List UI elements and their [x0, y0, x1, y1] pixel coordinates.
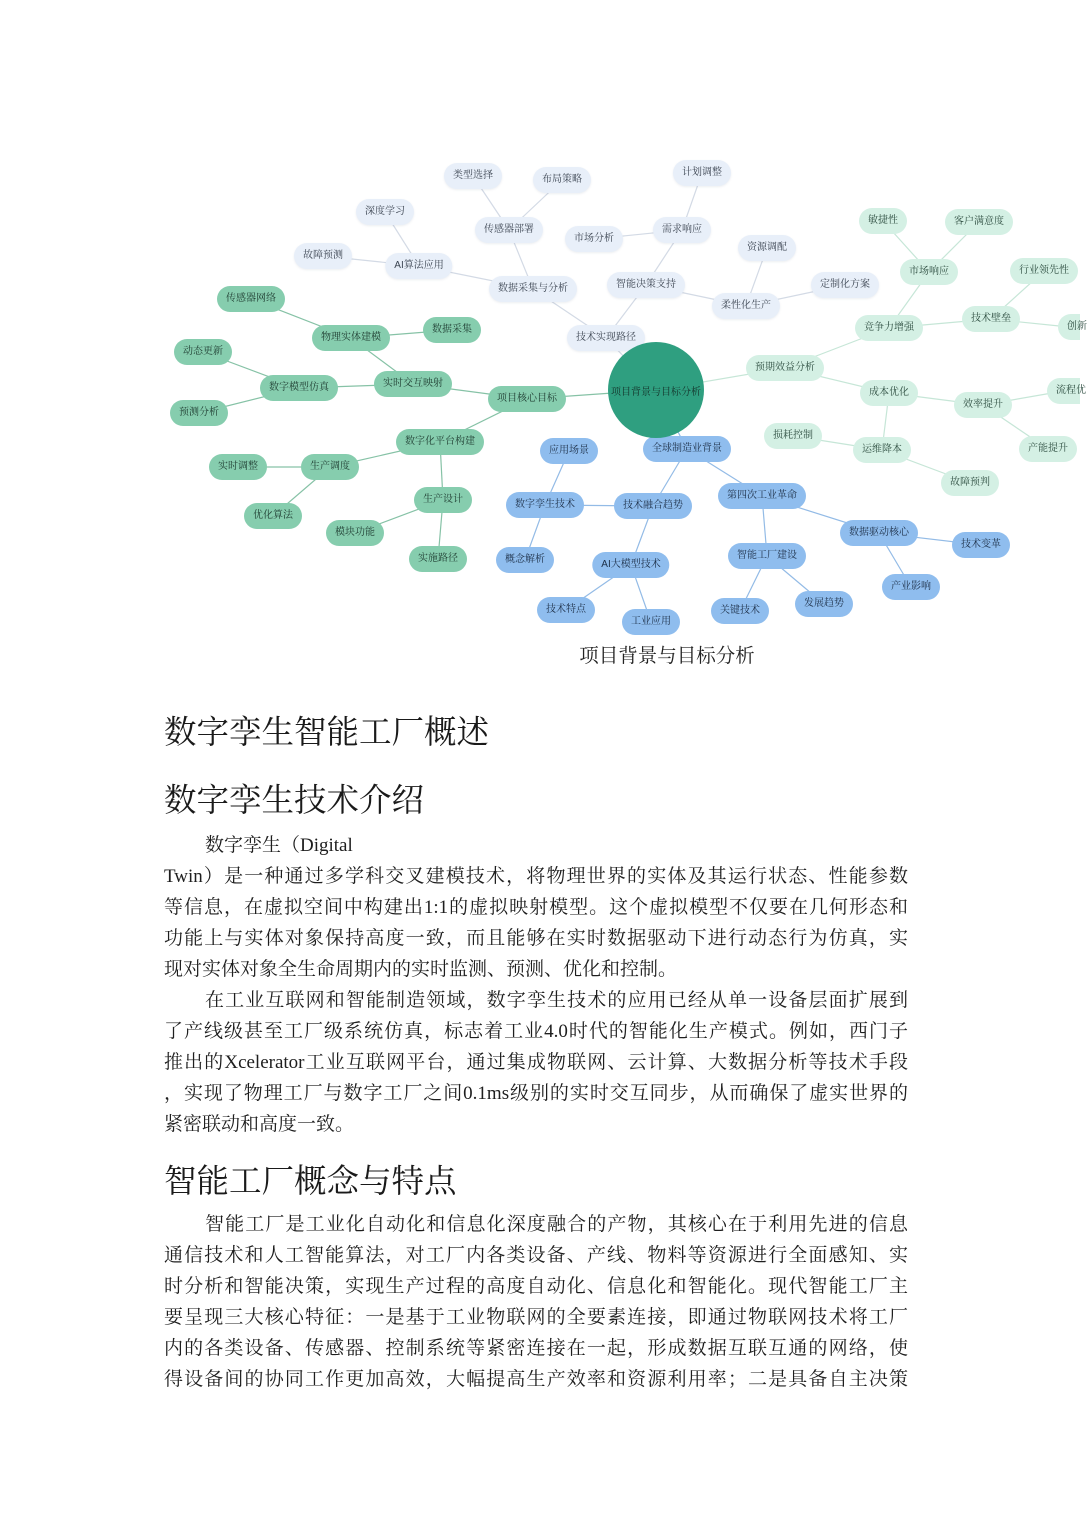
mindmap-node-dynamic-update: 动态更新 [174, 339, 232, 365]
paragraph [164, 1209, 908, 1395]
figure-caption [0, 643, 1080, 671]
mindmap-node-predictive-analysis: 预测分析 [170, 400, 228, 426]
paragraph [164, 830, 908, 985]
mindmap-node-platform-build: 数字化平台构建 [396, 429, 484, 455]
mindmap-node-prod-schedule: 生产调度 [301, 454, 359, 480]
mindmap-node-realtime-mapping: 实时交互映射 [374, 371, 452, 397]
mindmap-node-industry-impact: 产业影响 [882, 574, 940, 600]
mindmap-node-flexible-prod: 柔性化生产 [712, 293, 780, 319]
mindmap-node-prod-design: 生产设计 [414, 487, 472, 513]
mindmap-node-agility: 敏捷性 [859, 208, 907, 234]
text-line: 现对实体对象全生命周期内的实时监测、预测、优化和控制。 [164, 959, 678, 980]
mindmap-node-capacity: 产能提升 [1019, 436, 1077, 462]
mindmap-node-realtime-adjust: 实时调整 [209, 454, 267, 480]
section-body-smart-factory [164, 1209, 908, 1395]
mindmap-node-deep-learning: 深度学习 [356, 199, 414, 225]
mindmap-node-resource-alloc: 资源调配 [738, 235, 796, 261]
mindmap-node-data-driven: 数据驱动核心 [840, 520, 918, 546]
text-line: 推出的Xcelerator工业互联网平台，通过集成物联网、云计算、大数据分析等技术手段 [164, 1052, 908, 1073]
text-line: 了产线级甚至工厂级系统仿真，标志着工业4.0时代的智能化生产模式。例如，西门子 [164, 1021, 908, 1042]
mindmap-node-innovation: 创新 [1058, 314, 1080, 340]
section-body-digital-twin [164, 830, 908, 1140]
text-line: 要呈现三大核心特征：一是基于工业物联网的全要素连接，即通过物联网技术将工厂 [164, 1307, 908, 1328]
mindmap-node-industry4: 第四次工业革命 [718, 483, 806, 509]
text-line: 功能上与实体对象保持高度一致，而且能够在实时数据驱动下进行动态行为仿真，实 [164, 928, 908, 949]
mindmap-node-concept: 概念解析 [496, 547, 554, 573]
mindmap-node-fault-predict: 故障预测 [294, 243, 352, 269]
mindmap-node-digital-twin-tech: 数字孪生技术 [506, 492, 584, 518]
mindmap-node-digital-sim: 数字模型仿真 [260, 375, 338, 401]
mindmap-node-smart-factory: 智能工厂建设 [728, 543, 806, 569]
text-line: 等信息，在虚拟空间中构建出1:1的虚拟映射模型。这个虚拟模型不仅要在几何形态和 [164, 897, 908, 918]
mindmap-node-process-opt: 流程优 [1047, 378, 1080, 404]
mindmap-node-market-response: 市场响应 [900, 259, 958, 285]
mindmap-node-smart-decision: 智能决策支持 [607, 272, 685, 298]
mindmap-node-tech-path: 技术实现路径 [567, 325, 645, 351]
mindmap-node-data-collect-analysis: 数据采集与分析 [489, 276, 577, 302]
mindmap-node-plan-adjust: 计划调整 [673, 160, 731, 186]
mindmap-node-tech-feature: 技术特点 [537, 597, 595, 623]
text-line: 智能工厂是工业化自动化和信息化深度融合的产物，其核心在于利用先进的信息 [205, 1214, 908, 1235]
figure-caption-text: 项目背景与目标分析 [579, 646, 755, 667]
mindmap-node-cost-optimize: 成本优化 [860, 380, 918, 406]
document-title: 数字孪生智能工厂概述 [164, 715, 490, 751]
mindmap-node-customer-satisfaction: 客户满意度 [945, 209, 1013, 235]
mindmap-node-sensor-network: 传感器网络 [217, 286, 285, 312]
mindmap-node-app-scenario: 应用场景 [540, 438, 598, 464]
mindmap-node-key-tech: 关键技术 [711, 598, 769, 624]
mindmap-node-impl-path: 实施路径 [409, 546, 467, 572]
mindmap-node-fault-prejudge: 故障预判 [941, 470, 999, 496]
mindmap-node-ai-model: AI大模型技术 [592, 552, 669, 578]
mindmap-node-data-acquisition: 数据采集 [423, 317, 481, 343]
mindmap-root-node: 项目背景与目标分析 [608, 342, 704, 438]
mindmap-node-om-cost: 运维降本 [853, 437, 911, 463]
text-line: 通信技术和人工智能算法，对工厂内各类设备、产线、物料等资源进行全面感知、实 [164, 1245, 908, 1266]
mindmap-node-industry-lead: 行业领先性 [1010, 258, 1078, 284]
mindmap-node-demand-response: 需求响应 [653, 217, 711, 243]
mindmap-node-tech-barrier: 技术壁垒 [962, 306, 1020, 332]
paragraph [164, 985, 908, 1140]
mindmap-node-tech-fusion: 技术融合趋势 [614, 493, 692, 519]
mindmap-node-expected-benefit: 预期效益分析 [746, 355, 824, 381]
text-line: 紧密联动和高度一致。 [164, 1114, 355, 1135]
mindmap-node-layout-strategy: 布局策略 [533, 167, 591, 193]
mindmap-node-type-select: 类型选择 [444, 163, 502, 189]
mindmap-node-custom-solution: 定制化方案 [811, 272, 879, 298]
mindmap-node-ai-algo: AI算法应用 [385, 253, 452, 279]
mindmap-node-global-mfg: 全球制造业背景 [643, 436, 731, 462]
mindmap-node-loss-control: 损耗控制 [764, 423, 822, 449]
mindmap-node-physical-modeling: 物理实体建模 [312, 325, 390, 351]
mindmap-node-industrial-app: 工业应用 [622, 609, 680, 635]
mindmap-node-core-goal: 项目核心目标 [488, 386, 566, 412]
mindmap-node-optimize-algo: 优化算法 [244, 503, 302, 529]
text-line: 时分析和智能决策，实现生产过程的高度自动化、信息化和智能化。现代智能工厂主 [164, 1276, 908, 1297]
mindmap-node-module-func: 模块功能 [326, 520, 384, 546]
text-line: 内的各类设备、传感器、控制系统等紧密连接在一起，形成数据互联互通的网络，使 [164, 1338, 908, 1359]
mindmap-node-sensor-deploy: 传感器部署 [475, 217, 543, 243]
mindmap-figure [0, 0, 1087, 640]
section-heading-smart-factory: 智能工厂概念与特点 [164, 1164, 457, 1200]
mindmap-node-competitiveness: 竞争力增强 [855, 315, 923, 341]
section-heading-digital-twin: 数字孪生技术介绍 [164, 783, 425, 819]
mindmap-node-tech-change: 技术变革 [952, 532, 1010, 558]
mindmap-node-dev-trend: 发展趋势 [795, 591, 853, 617]
mindmap-node-efficiency: 效率提升 [954, 392, 1012, 418]
text-line: 在工业互联网和智能制造领域，数字孪生技术的应用已经从单一设备层面扩展到 [205, 990, 908, 1011]
text-line: 数字孪生（Digital [205, 835, 353, 856]
text-line: 得设备间的协同工作更加高效，大幅提高生产效率和资源利用率；二是具备自主决策 [164, 1369, 908, 1390]
mindmap-node-market-analysis: 市场分析 [565, 226, 623, 252]
text-line: ，实现了物理工厂与数字工厂之间0.1ms级别的实时交互同步，从而确保了虚实世界的 [164, 1083, 908, 1104]
text-line: Twin）是一种通过多学科交叉建模技术，将物理世界的实体及其运行状态、性能参数 [164, 866, 908, 887]
